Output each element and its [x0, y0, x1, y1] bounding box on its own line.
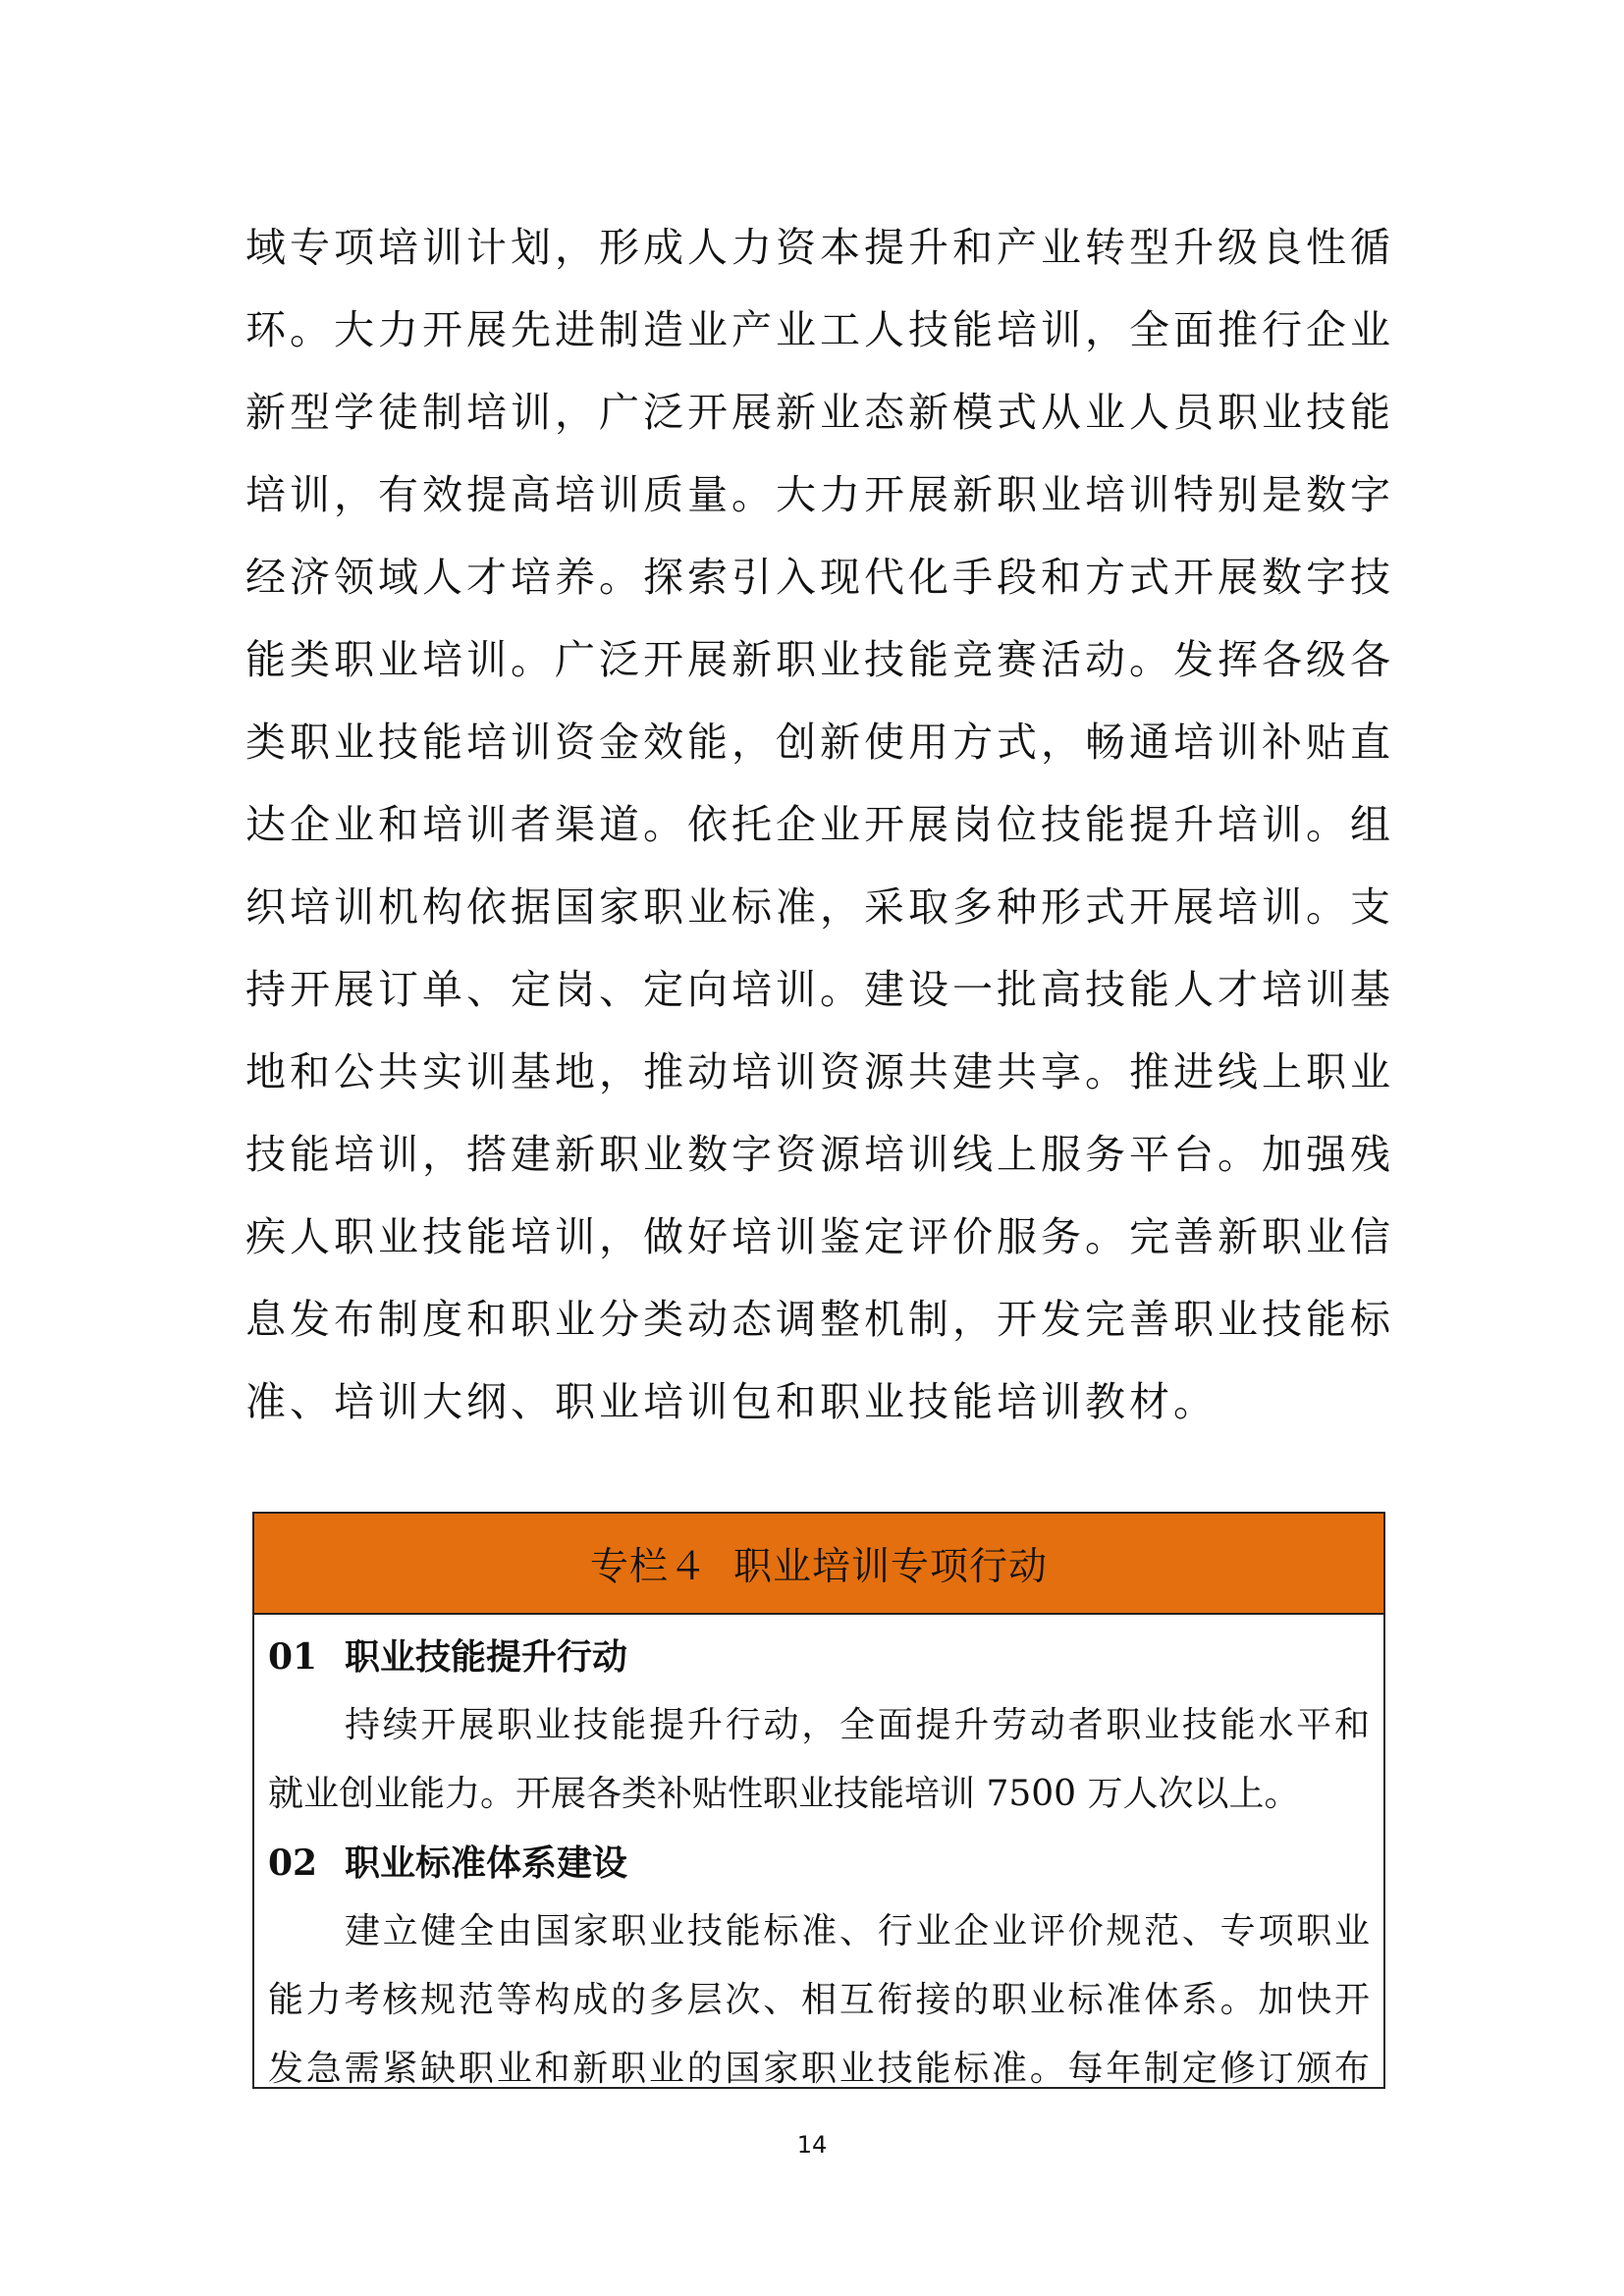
- body-line: 技能培训，搭建新职业数字资源培训线上服务平台。加强残: [245, 1131, 1394, 1178]
- item-title: 职业技能提升行动: [345, 1636, 628, 1678]
- item-text-line: 就业创业能力。开展各类补贴性职业技能培训 7500 万人次以上。: [268, 1774, 1300, 1814]
- body-line: 环。大力开展先进制造业产业工人技能培训，全面推行企业: [245, 306, 1394, 353]
- column-box-header: [254, 1514, 1383, 1615]
- body-line: 达企业和培训者渠道。依托企业开展岗位技能提升培训。组: [245, 801, 1394, 848]
- body-line: 织培训机构依据国家职业标准，采取多种形式开展培训。支: [245, 883, 1394, 931]
- body-line: 地和公共实训基地，推动培训资源共建共享。推进线上职业: [245, 1048, 1394, 1095]
- item-heading: [268, 1829, 1370, 1897]
- item-text-line: 发急需紧缺职业和新职业的国家职业技能标准。每年制定修订颁布: [268, 2049, 1370, 2089]
- body-line: 类职业技能培训资金效能，创新使用方式，畅通培训补贴直: [245, 719, 1394, 766]
- column-box-title: 职业培训专项行动: [733, 1544, 1049, 1589]
- body-line: 域专项培训计划，形成人力资本提升和产业转型升级良性循: [245, 224, 1394, 271]
- item-text-line: 能力考核规范等构成的多层次、相互衔接的职业标准体系。加快开: [268, 1980, 1370, 2020]
- column-box-number: 专栏４: [589, 1544, 708, 1589]
- item-code: 01: [268, 1636, 318, 1678]
- column-box: [252, 1512, 1385, 2089]
- body-line: 持开展订单、定岗、定向培训。建设一批高技能人才培训基: [245, 966, 1394, 1013]
- item-heading: [268, 1623, 1370, 1691]
- body-line: 新型学徒制培训，广泛开展新业态新模式从业人员职业技能: [245, 389, 1394, 436]
- column-box-body: [254, 1615, 1383, 2104]
- page-number: 14: [796, 2131, 828, 2159]
- body-line: 能类职业培训。广泛开展新职业技能竞赛活动。发挥各级各: [245, 636, 1394, 683]
- body-line: 经济领域人才培养。探索引入现代化手段和方式开展数字技: [245, 554, 1394, 601]
- body-line: 培训，有效提高培训质量。大力开展新职业培训特别是数字: [245, 471, 1394, 518]
- item-text-line: 持续开展职业技能提升行动，全面提升劳动者职业技能水平和: [345, 1705, 1370, 1745]
- item-text-line: 建立健全由国家职业技能标准、行业企业评价规范、专项职业: [345, 1911, 1370, 1951]
- body-paragraph: [245, 218, 1394, 1455]
- body-line: 准、培训大纲、职业培训包和职业技能培训教材。: [245, 1378, 1218, 1425]
- body-line: 息发布制度和职业分类动态调整机制，开发完善职业技能标: [245, 1296, 1394, 1343]
- body-line: 疾人职业技能培训，做好培训鉴定评价服务。完善新职业信: [245, 1213, 1394, 1260]
- item-code: 02: [268, 1842, 318, 1884]
- item-title: 职业标准体系建设: [345, 1842, 628, 1884]
